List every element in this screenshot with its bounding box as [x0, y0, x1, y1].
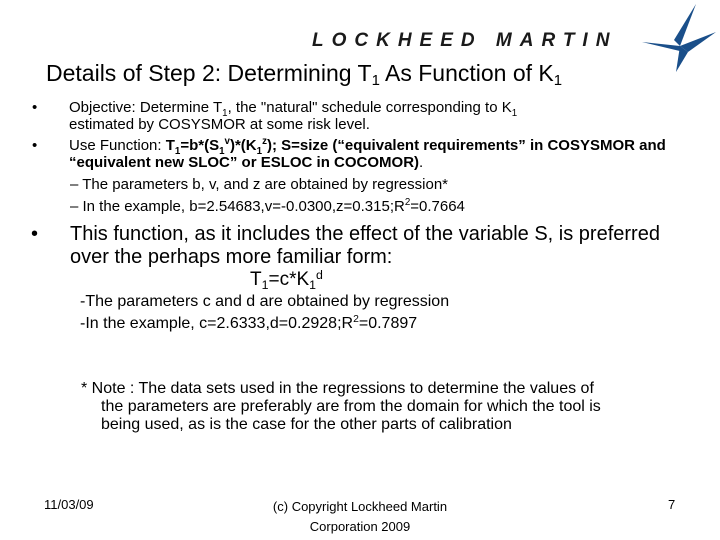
star-logo-icon [640, 2, 718, 74]
main-bullet: • This function, as it includes the effect of the variable S, is preferred over the perhaps more familiar form: [31, 223, 660, 268]
objective-bullet: • Objective: Determine $T_1$, the "natural" schedule corresponding to $K_1$ estimated by COSYSMOR at some risk level. [32, 99, 518, 133]
note-line-3: being used, as is the case for the other parts of calibration [101, 416, 512, 433]
note-line-2: the parameters are preferably are from the domain for which the tool is [101, 398, 601, 415]
page-number: 7 [668, 497, 676, 512]
footer-copyright: (c) Copyright Lockheed Martin Corporation 2009 [272, 499, 448, 534]
slide-title: Details of Step 2: Determining $T_1$ As Function of $K_1$ [46, 60, 563, 89]
bullet-marker: • [32, 99, 38, 116]
bullet-marker: • [31, 223, 39, 245]
footer-date: 11/03/09 [44, 497, 94, 512]
company-logo-text: LOCKHEED MARTIN [312, 30, 618, 51]
note-line-1: * Note : The data sets used in the regressions to determine the values of [81, 380, 594, 397]
regression-note: – The parameters b, v, and z are obtained by regression* [70, 176, 448, 193]
bullet-marker: • [32, 137, 38, 154]
example-values-1: – In the example, $b=2.54683,v=-0.0300,z=0.315;R^2=0.7664$ [70, 197, 465, 215]
params-line-1: -The parameters c and d are obtained by regression [80, 293, 450, 310]
formula: $T_1=c*K_1^d$ [250, 268, 323, 292]
function-bullet: • Use Function: $T_1=b*(S_1^v)*(K_1^z)$; S=size (“equivalent requirements” in COSYSMOR and “equivalent new SLOC” or ESLOC in COCOMOR). [32, 136, 666, 171]
params-line-2: -In the example, $c=2.6333,d=0.2928;R^2=0.7897$ [80, 314, 418, 332]
